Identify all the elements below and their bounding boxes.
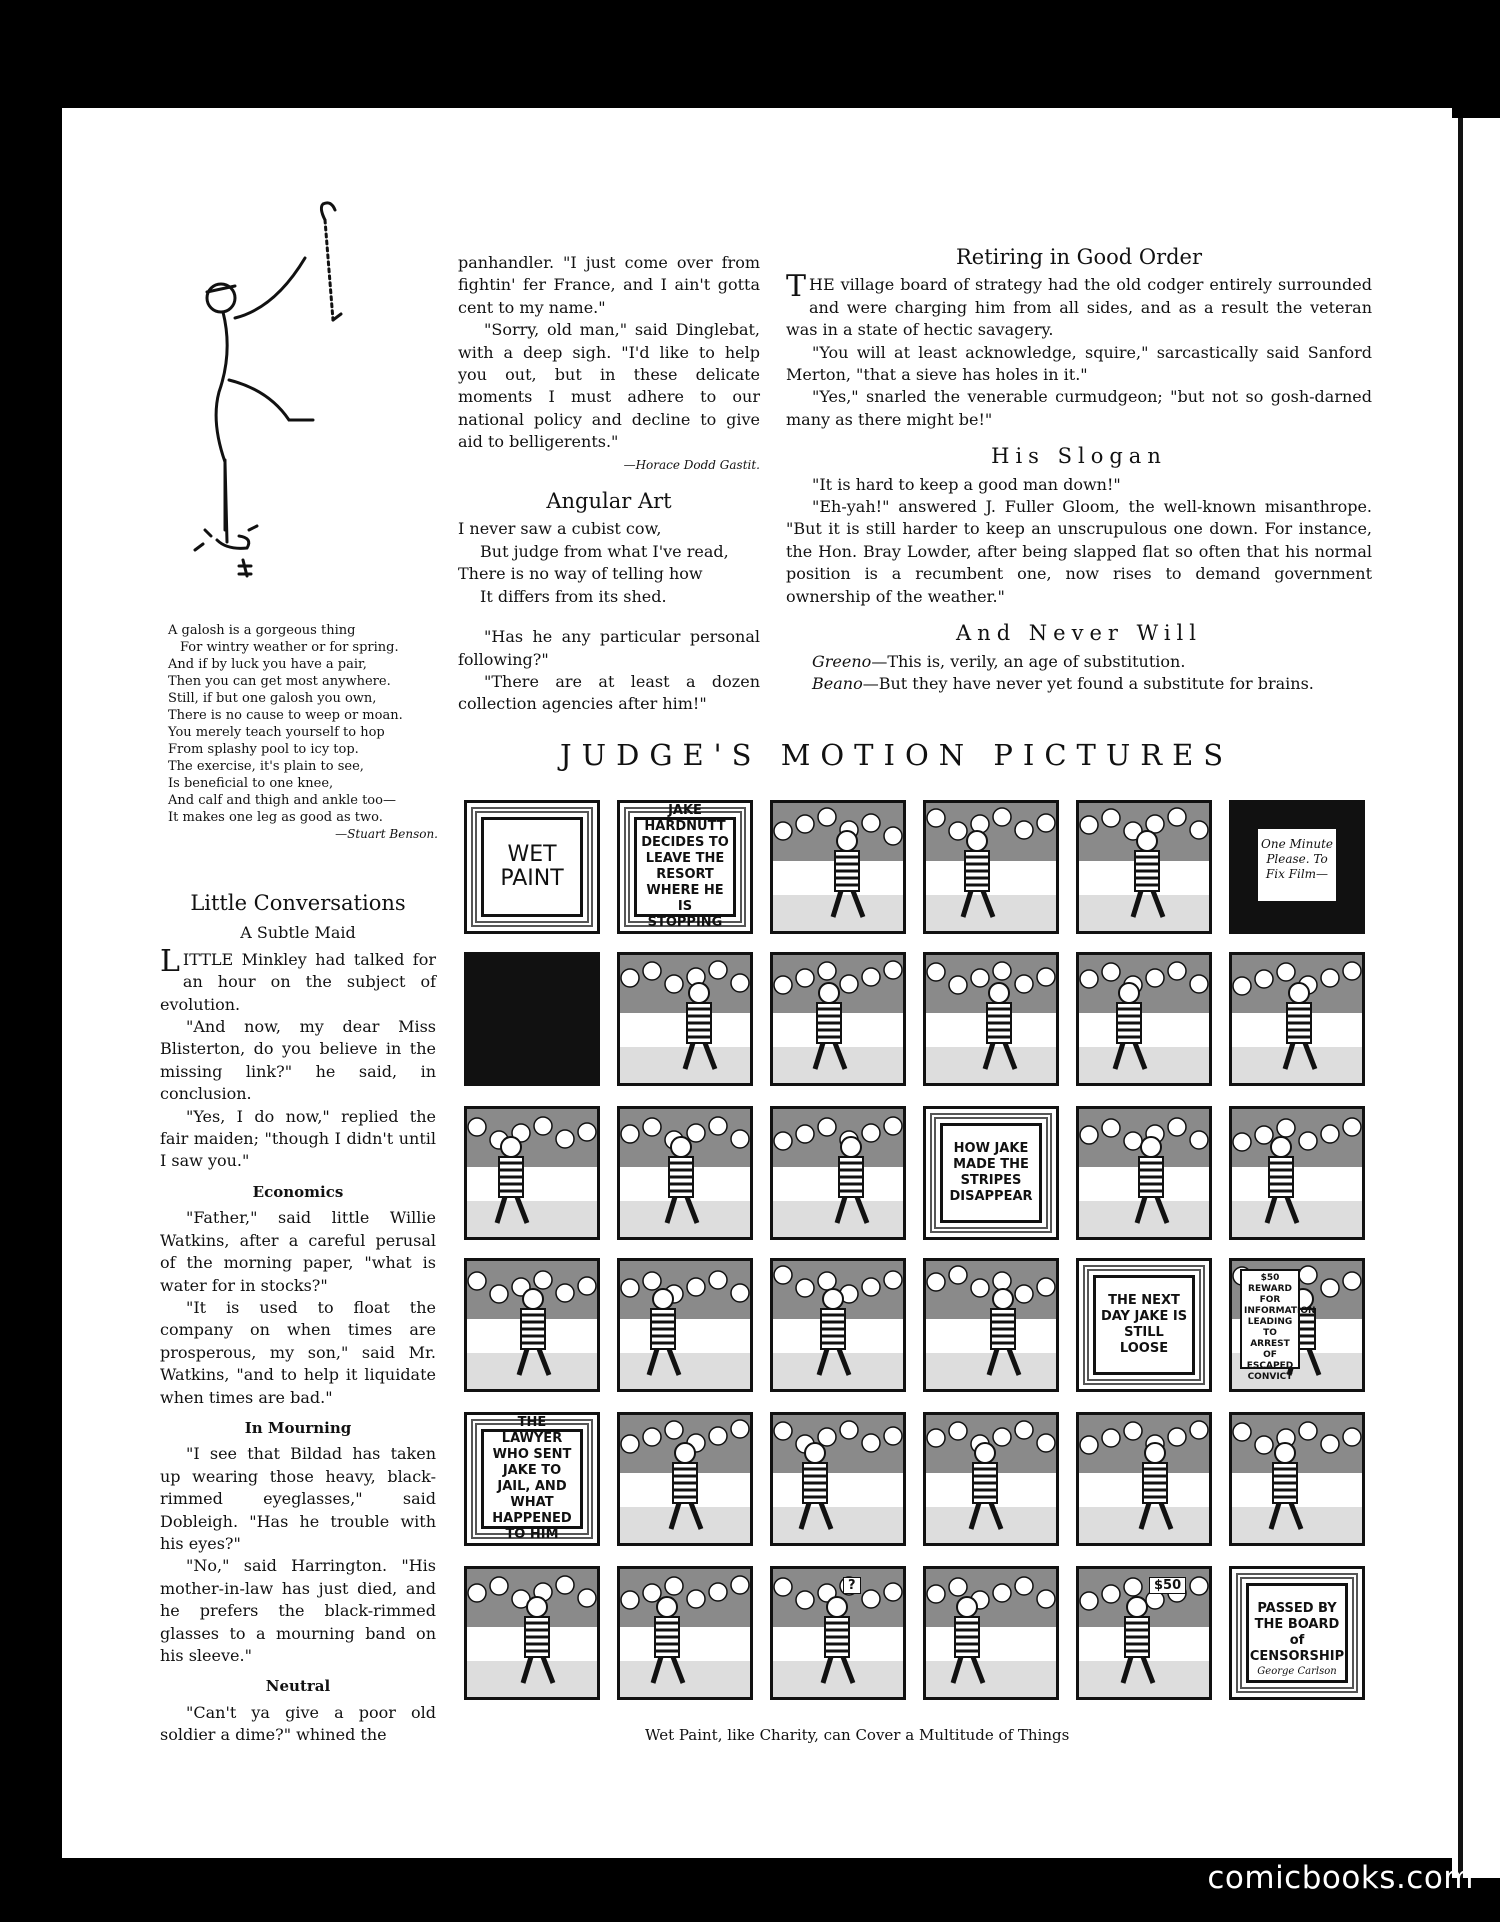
dialogue: —This is, verily, an age of substitution. bbox=[871, 651, 1186, 671]
comic-title-card bbox=[464, 1412, 600, 1546]
comic-title-card bbox=[1229, 1566, 1365, 1700]
comic-panel bbox=[1229, 952, 1365, 1086]
paragraph: "No," said Harrington. "His mother-in-law has just died, and he prefers the black-rimmed glasses to a mourning band on his sleeve." bbox=[160, 1556, 436, 1665]
little-conversations-heading: Little Conversations bbox=[190, 891, 406, 915]
artist-signature: George Carlson bbox=[1257, 1666, 1337, 1677]
verse-line: But judge from what I've read, bbox=[480, 541, 729, 561]
comic-title-card bbox=[1076, 1258, 1212, 1392]
paragraph: "You will at least acknowledge, squire," sarcastically said Sanford Merton, "that a sieve has holes in it." bbox=[786, 342, 1372, 385]
and-never-will-heading: And Never Will bbox=[956, 621, 1202, 646]
poem-line: And calf and thigh and ankle too— bbox=[168, 793, 396, 808]
economics-heading: Economics bbox=[252, 1182, 344, 1201]
credit: —Horace Dodd Gastit. bbox=[623, 457, 760, 472]
poem-line: Then you can get most anywhere. bbox=[168, 674, 391, 689]
title-card-text: THE NEXT DAY JAKE IS STILL LOOSE bbox=[1093, 1275, 1195, 1375]
his-slogan-heading: His Slogan bbox=[991, 444, 1167, 469]
paragraph: panhandler. "I just come over from fightin' fer France, and I ain't gotta cent to my name." bbox=[458, 253, 760, 317]
mourning-heading: In Mourning bbox=[244, 1418, 352, 1437]
title-card-text: WET PAINT bbox=[481, 817, 583, 917]
right-column bbox=[786, 246, 1372, 695]
neutral-heading: Neutral bbox=[265, 1677, 331, 1696]
angular-art-heading: Angular Art bbox=[546, 489, 672, 514]
verse-line: There is no way of telling how bbox=[458, 564, 703, 584]
paragraph: "And now, my dear Miss Blisterton, do you believe in the missing link?" he said, in conclusion. bbox=[160, 1017, 436, 1104]
poem-line: From splashy pool to icy top. bbox=[168, 742, 359, 757]
paragraph: "It is hard to keep a good man down!" bbox=[812, 474, 1121, 494]
comic-intermission-card bbox=[1229, 800, 1365, 934]
poem-line: You merely teach yourself to hop bbox=[168, 725, 385, 740]
poem-line: A galosh is a gorgeous thing bbox=[168, 623, 356, 638]
paragraph: "Can't ya give a poor old soldier a dime?" whined the bbox=[160, 1702, 436, 1745]
comic-panel bbox=[770, 800, 906, 934]
subtle-maid-heading: A Subtle Maid bbox=[240, 923, 356, 943]
poem-line: The exercise, it's plain to see, bbox=[168, 759, 364, 774]
comic-panel bbox=[1076, 1106, 1212, 1240]
poem-line: There is no cause to weep or moan. bbox=[168, 708, 403, 723]
paragraph: ITTLE Minkley had talked for an hour on the subject of evolution. bbox=[160, 949, 436, 1014]
poem-line: And if by luck you have a pair, bbox=[168, 657, 367, 672]
comic-panel bbox=[617, 952, 753, 1086]
comic-panel bbox=[770, 1258, 906, 1392]
verse-line: I never saw a cubist cow, bbox=[458, 519, 662, 539]
comic-panel bbox=[617, 1412, 753, 1546]
paragraph: "I see that Bildad has taken up wearing those heavy, black-rimmed eyeglasses," said Dobleigh. "Has he trouble with his eyes?" bbox=[160, 1444, 436, 1553]
galosh-poem bbox=[168, 622, 438, 843]
paragraph: "Sorry, old man," said Dinglebat, with a deep sigh. "I'd like to help you out, but in these delicate moments I must adhere to our national policy and decline to give aid to belligerents." bbox=[458, 320, 760, 452]
comic-reward-poster-panel bbox=[1229, 1258, 1365, 1392]
verse-line: It differs from its shed. bbox=[480, 586, 667, 606]
comic-panel bbox=[464, 1106, 600, 1240]
left-column bbox=[160, 878, 436, 1747]
galosh-figure-illustration bbox=[165, 200, 365, 620]
comic-panel bbox=[923, 1566, 1059, 1700]
drop-cap: T bbox=[786, 269, 807, 305]
gutter-line bbox=[1458, 118, 1463, 1878]
comic-panel bbox=[464, 1258, 600, 1392]
middle-column bbox=[458, 252, 760, 716]
poem-credit: —Stuart Benson. bbox=[335, 827, 438, 841]
speaker: Greeno bbox=[812, 651, 872, 671]
retiring-heading: Retiring in Good Order bbox=[955, 245, 1203, 269]
comic-panel bbox=[617, 1258, 753, 1392]
paragraph: "Eh-yah!" answered J. Fuller Gloom, the well-known misanthrope. "But it is still harder to keep an unscrupulous one down. For instance, the Hon. Bray Lowder, after being slapped flat so often that his normal position is a recumbent one, now rises to demand government ownership of the weather." bbox=[786, 497, 1372, 606]
comic-title-card bbox=[464, 800, 600, 934]
title-card-text: THE LAWYER WHO SENT JAKE TO JAIL, AND WHAT HAPPENED TO HIM bbox=[481, 1429, 583, 1529]
paragraph: "There are at least a dozen collection agencies after him!" bbox=[458, 671, 760, 714]
comic-panel bbox=[770, 1106, 906, 1240]
paragraph: "Father," said little Willie Watkins, after a careful perusal of the morning paper, "what is water for in stocks?" bbox=[160, 1208, 436, 1295]
comic-panel bbox=[1076, 1412, 1212, 1546]
comic-panel bbox=[923, 800, 1059, 934]
comic-panel bbox=[923, 1412, 1059, 1546]
speaker: Beano bbox=[812, 673, 863, 693]
comic-blackout-panel bbox=[464, 952, 600, 1086]
question-mark-balloon: ? bbox=[843, 1577, 861, 1594]
comic-caption: Wet Paint, like Charity, can Cover a Multitude of Things bbox=[645, 1726, 1070, 1744]
paragraph: "It is used to float the company on when times are prosperous, my son," said Mr. Watkins, "and to help it liquidate when times are bad." bbox=[160, 1297, 436, 1407]
poem-line: Is beneficial to one knee, bbox=[168, 776, 334, 791]
paragraph: HE village board of strategy had the old codger entirely surrounded and were charging him from all sides, and as a result the veteran was in a state of hectic savagery. bbox=[786, 275, 1372, 340]
drop-cap: L bbox=[160, 943, 180, 979]
motion-pictures-banner: JUDGE'S MOTION PICTURES bbox=[560, 738, 1234, 772]
comic-panel bbox=[1229, 1106, 1365, 1240]
money-note-label: $50 bbox=[1149, 1577, 1186, 1594]
title-card-text: PASSED BY THE BOARD of CENSORSHIP bbox=[1246, 1583, 1348, 1683]
watermark: comicbooks.com bbox=[1207, 1860, 1474, 1896]
comic-panel bbox=[923, 1258, 1059, 1392]
title-card-text: HOW JAKE MADE THE STRIPES DISAPPEAR bbox=[940, 1123, 1042, 1223]
poem-line: For wintry weather or for spring. bbox=[180, 640, 399, 655]
reward-poster-text: $50 REWARD FOR INFORMATION LEADING TO ARREST OF ESCAPED CONVICT bbox=[1240, 1269, 1300, 1369]
poem-line: It makes one leg as good as two. bbox=[168, 810, 383, 825]
intermission-note: One Minute Please. To Fix Film— bbox=[1258, 829, 1336, 901]
comic-panel bbox=[770, 952, 906, 1086]
comic-panel bbox=[770, 1412, 906, 1546]
comic-panel bbox=[464, 1566, 600, 1700]
title-card-text: JAKE HARDNUTT DECIDES TO LEAVE THE RESORT WHERE HE IS STOPPING bbox=[634, 817, 736, 917]
paragraph: "Has he any particular personal following?" bbox=[458, 627, 760, 669]
comic-panel bbox=[1076, 800, 1212, 934]
comic-panel bbox=[923, 952, 1059, 1086]
comic-title-card bbox=[617, 800, 753, 934]
comic-panel bbox=[1076, 952, 1212, 1086]
comic-panel bbox=[617, 1106, 753, 1240]
comic-panel bbox=[1076, 1566, 1212, 1700]
dialogue: —But they have never yet found a substitute for brains. bbox=[862, 673, 1314, 693]
comic-panel bbox=[1229, 1412, 1365, 1546]
paragraph: "Yes, I do now," replied the fair maiden; "though I didn't until I saw you." bbox=[160, 1106, 436, 1171]
paragraph: "Yes," snarled the venerable curmudgeon; "but not so gosh-darned many as there might be!" bbox=[786, 387, 1372, 429]
comic-title-card bbox=[923, 1106, 1059, 1240]
comic-panel bbox=[770, 1566, 906, 1700]
poem-line: Still, if but one galosh you own, bbox=[168, 691, 377, 706]
comic-panel bbox=[617, 1566, 753, 1700]
